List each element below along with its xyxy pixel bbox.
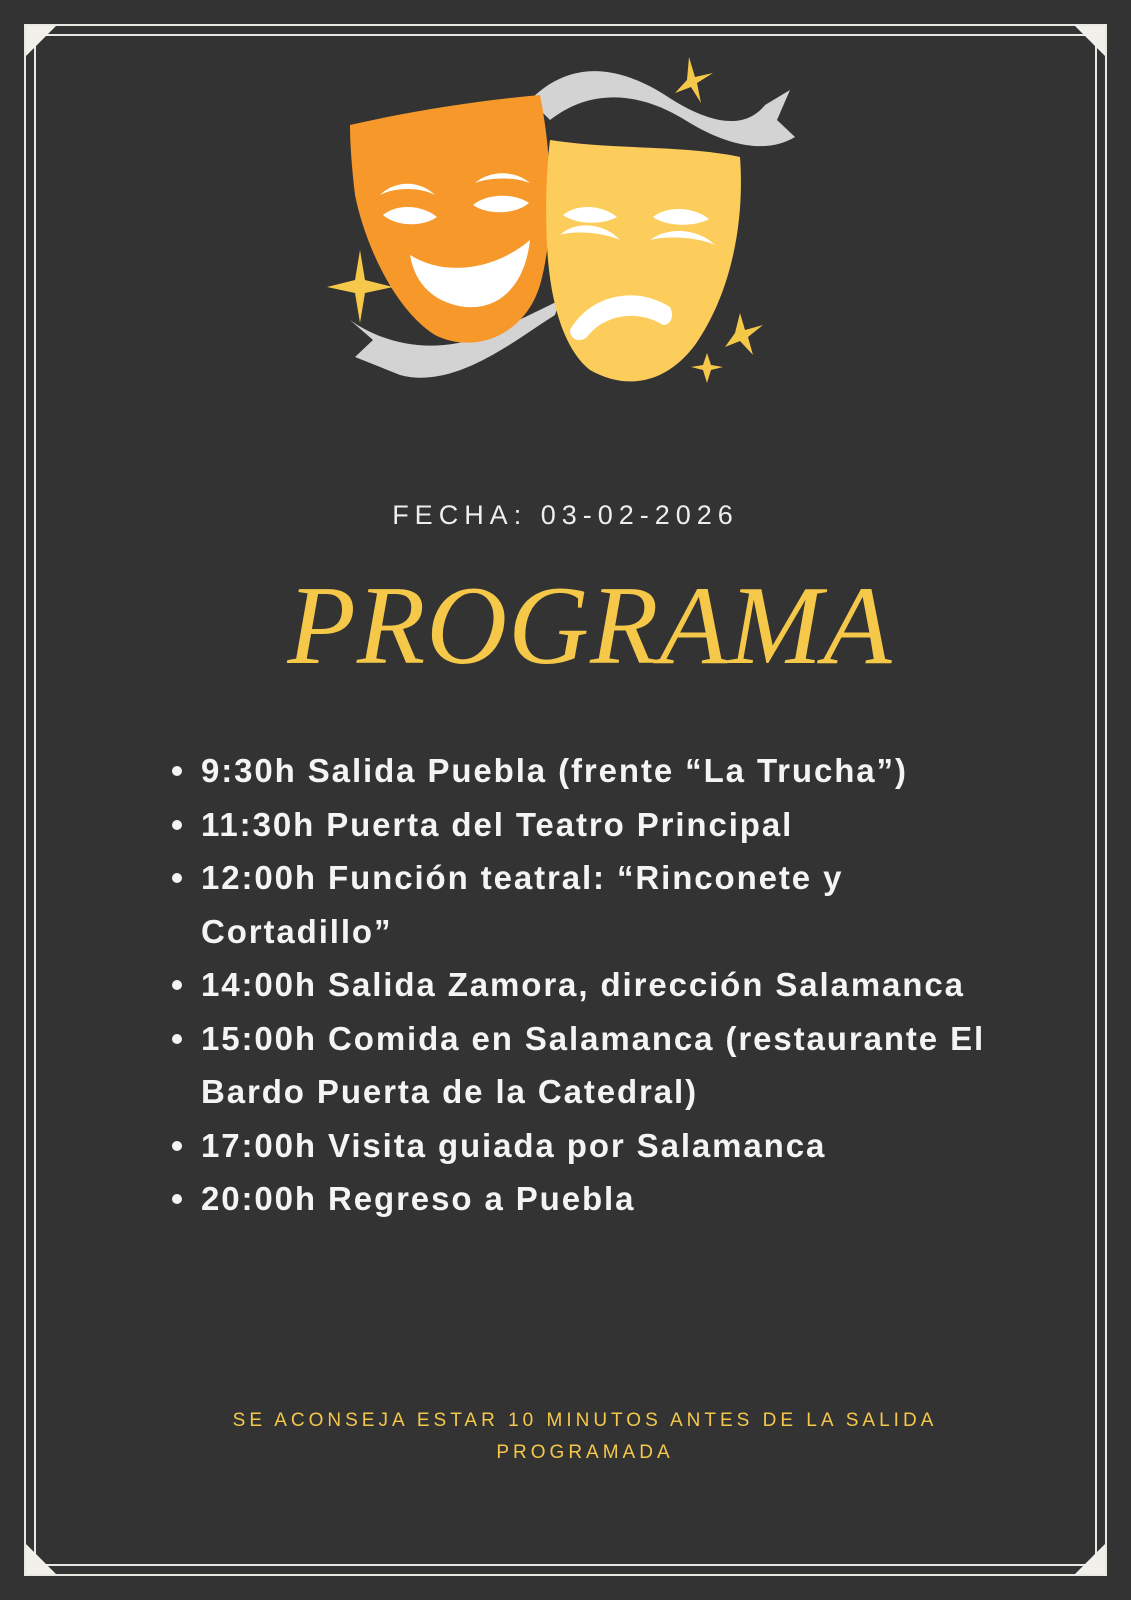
program-item <box>172 851 1042 958</box>
event-date: FECHA: 03-02-2026 <box>392 500 739 530</box>
corner-ornament <box>26 1544 56 1574</box>
program-item-text: 20:00h Regreso a Puebla <box>201 1180 636 1217</box>
program-list <box>172 744 1042 1226</box>
footer-note: SE ACONSEJA ESTAR 10 MINUTOS ANTES DE LA SALIDA PROGRAMADA <box>232 1410 938 1463</box>
bullet-icon <box>172 1034 182 1044</box>
program-item <box>172 1012 1042 1119</box>
program-item-text: 11:30h Puerta del Teatro Principal <box>201 805 794 843</box>
program-item-text: 15:00h Comida en Salamanca (restaurante El Bardo Puerta de la Catedral) <box>201 1019 986 1110</box>
bullet-icon <box>172 820 182 830</box>
theater-masks-icon <box>325 45 805 420</box>
program-item <box>172 1119 1042 1173</box>
bullet-icon <box>172 980 182 990</box>
bullet-icon <box>172 766 182 776</box>
program-item-text: 17:00h Visita guiada por Salamanca <box>201 1126 827 1164</box>
program-item <box>172 744 1042 798</box>
bullet-icon <box>172 1194 182 1204</box>
program-item <box>172 798 1042 852</box>
program-item <box>172 1172 1042 1226</box>
program-item-text: 14:00h Salida Zamora, dirección Salamanca <box>201 966 965 1003</box>
page-title: PROGRAMA <box>287 564 893 688</box>
corner-ornament <box>1075 1544 1105 1574</box>
program-item-text: 12:00h Función teatral: “Rinconete y Cortadillo” <box>201 859 844 950</box>
program-item-text: 9:30h Salida Puebla (frente “La Trucha”) <box>201 752 908 789</box>
corner-ornament <box>1075 26 1105 56</box>
corner-ornament <box>26 26 56 56</box>
bullet-icon <box>172 1141 182 1151</box>
program-item <box>172 958 1042 1012</box>
bullet-icon <box>172 873 182 883</box>
